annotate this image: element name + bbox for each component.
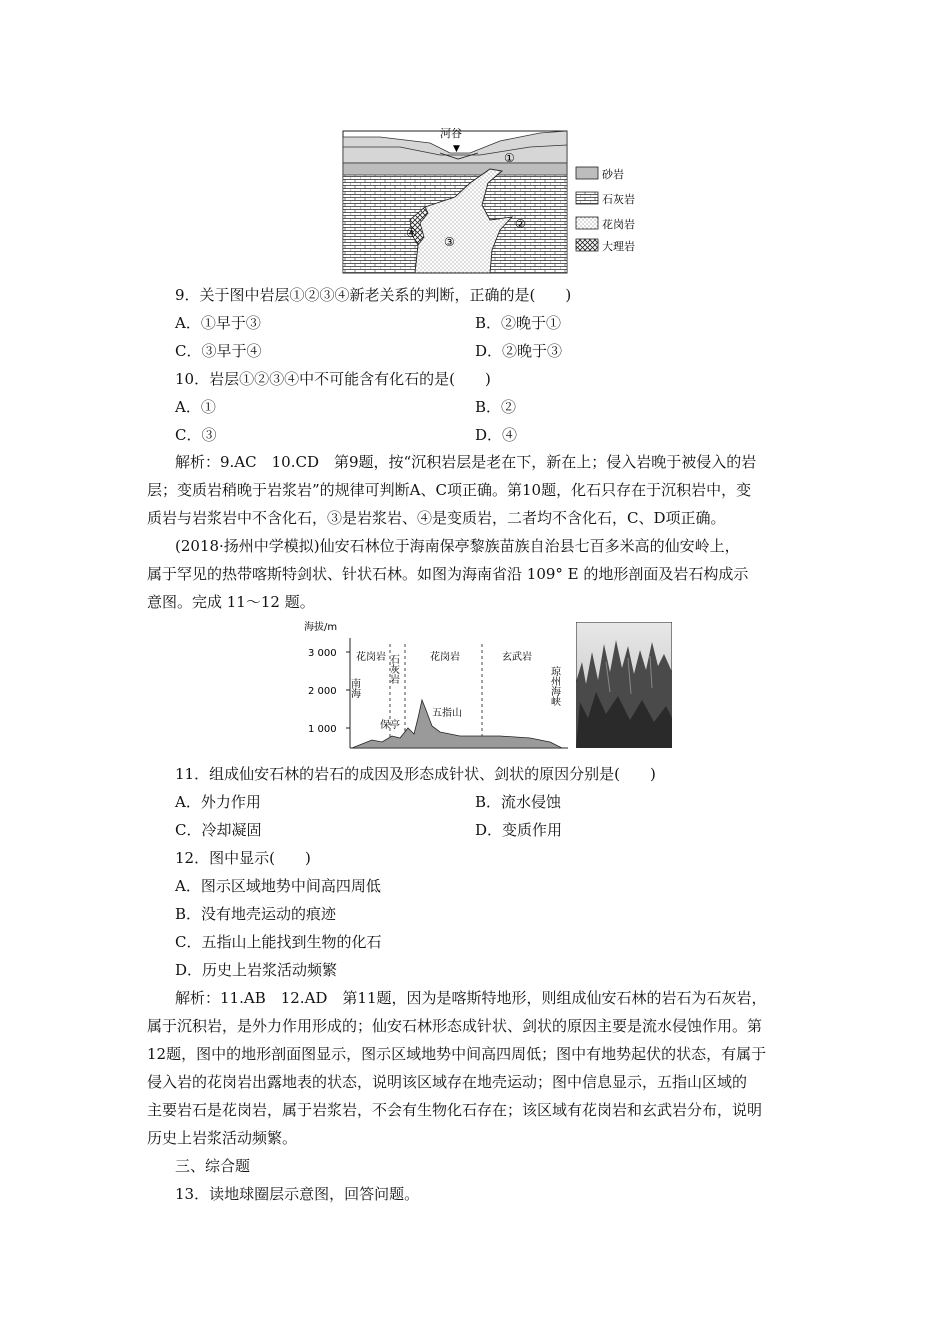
terrain-profile-figure	[300, 618, 575, 753]
stone-forest-photo	[576, 622, 672, 748]
place-baoting: 保亭	[380, 720, 400, 731]
place-wuzhishan: 五指山	[432, 708, 462, 719]
q12-option-b: B．没有地壳运动的痕迹	[175, 905, 337, 923]
legend-limestone: 石灰岩	[602, 193, 635, 206]
y-tick-2000: 2 000	[308, 686, 337, 697]
q9-stem: 9．关于图中岩层①②③④新老关系的判断，正确的是( )	[175, 286, 572, 304]
section-heading: 三、综合题	[175, 1157, 251, 1175]
q10-option-d: D．④	[475, 426, 518, 444]
rock-granite-mid: 花岗岩	[430, 652, 460, 663]
q10-stem: 10．岩层①②③④中不可能含有化石的是( )	[175, 370, 491, 388]
rock-limestone: 石灰岩	[387, 654, 399, 684]
layer-3-label: ③	[444, 235, 455, 249]
sea-right: 琼州海峡	[548, 666, 560, 706]
q12-option-d: D．历史上岩浆活动频繁	[175, 961, 338, 979]
q11-option-d: D．变质作用	[475, 821, 563, 839]
q11-option-c: C．冷却凝固	[175, 821, 262, 839]
answer1-line2: 层；变质岩稍晚于岩浆岩”的规律可判断A、C项正确。第10题，化石只存在于沉积岩中，变	[147, 481, 752, 499]
legend	[576, 167, 635, 253]
q10-option-c: C．③	[175, 426, 217, 444]
answer1-line3: 质岩与岩浆岩中不含化石，③是岩浆岩、④是变质岩，二者均不含化石，C、D项正确。	[147, 509, 726, 527]
legend-granite: 花岗岩	[602, 218, 635, 231]
rock-basalt: 玄武岩	[502, 652, 532, 663]
answer2-line6: 历史上岩浆活动频繁。	[147, 1129, 298, 1147]
q11-option-a: A．外力作用	[175, 793, 261, 811]
q10-option-b: B．②	[475, 398, 517, 416]
legend-sandstone: 砂岩	[602, 168, 624, 181]
y-tick-1000: 1 000	[308, 724, 337, 735]
q10-option-a: A．①	[175, 398, 216, 416]
layer-2-label: ②	[515, 217, 526, 231]
answer2-line4: 侵入岩的花岗岩出露地表的状态，说明该区域存在地壳运动；图中信息显示，五指山区域的	[147, 1073, 748, 1091]
q12-option-c: C．五指山上能找到生物的化石	[175, 933, 382, 951]
q9-option-d: D．②晚于③	[475, 342, 563, 360]
layer-1-label: ①	[504, 151, 515, 165]
q11-stem: 11．组成仙安石林的岩石的成因及形态成针状、剑状的原因分别是( )	[175, 765, 656, 783]
answer2-line2: 属于沉积岩，是外力作用形成的；仙安石林形态成针状、剑状的原因主要是流水侵蚀作用。第	[147, 1017, 763, 1035]
intro-line3: 意图。完成 11～12 题。	[147, 593, 315, 611]
q9-option-b: B．②晚于①	[475, 314, 562, 332]
q13-stem: 13．读地球圈层示意图，回答问题。	[175, 1185, 420, 1203]
q9-option-a: A．①早于③	[175, 314, 261, 332]
valley-arrow-icon: ▼	[453, 144, 460, 154]
valley-label: 河谷	[440, 127, 462, 140]
intro-line1: (2018·扬州中学模拟)仙安石林位于海南保亭黎族苗族自治县七百多米高的仙安岭上，	[175, 537, 740, 555]
q9-option-c: C．③早于④	[175, 342, 262, 360]
y-axis-label: 海拔/m	[304, 622, 338, 633]
geologic-section-figure	[340, 125, 650, 275]
answer2-line3: 12题，图中的地形剖面图显示，图示区域地势中间高四周低；图中有地势起伏的状态，有属于	[147, 1045, 767, 1063]
answer2-line5: 主要岩石是花岗岩，属于岩浆岩，不会有生物化石存在；该区域有花岗岩和玄武岩分布，说明	[147, 1101, 763, 1119]
answer1-line1: 解析：9.AC 10.CD 第9题，按“沉积岩层是老在下，新在上；侵入岩晚于被侵入的岩	[175, 453, 757, 471]
y-tick-3000: 3 000	[308, 648, 337, 659]
answer2-line1: 解析：11.AB 12.AD 第11题，因为是喀斯特地形，则组成仙安石林的岩石为石灰岩，	[175, 989, 767, 1007]
legend-marble: 大理岩	[602, 240, 635, 253]
rock-granite-left: 花岗岩	[356, 652, 386, 663]
layer-4-label: ④	[406, 226, 417, 240]
q12-stem: 12．图中显示( )	[175, 849, 311, 867]
q11-option-b: B．流水侵蚀	[475, 793, 562, 811]
intro-line2: 属于罕见的热带喀斯特剑状、针状石林。如图为海南省沿 109° E 的地形剖面及岩石构成示	[147, 565, 749, 583]
sea-left: 南海	[348, 678, 360, 698]
q12-option-a: A．图示区域地势中间高四周低	[175, 877, 381, 895]
